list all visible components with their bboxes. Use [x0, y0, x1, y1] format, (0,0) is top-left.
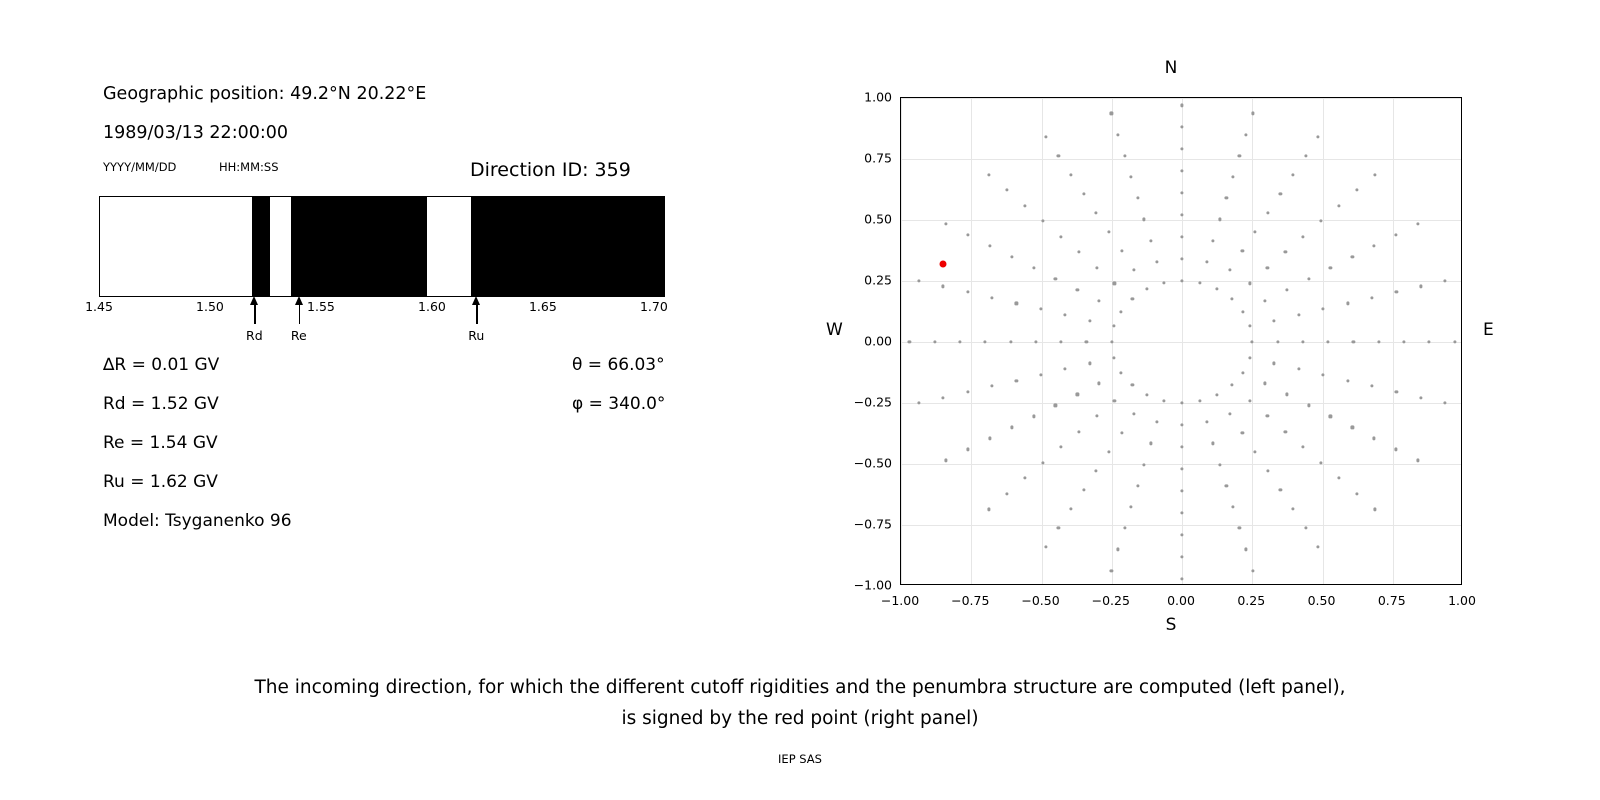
direction-point[interactable] — [1238, 527, 1241, 530]
direction-point[interactable] — [1095, 415, 1098, 418]
direction-point[interactable] — [1131, 297, 1134, 300]
direction-point[interactable] — [1023, 477, 1026, 480]
penumbra-tick-label: 1.60 — [418, 299, 446, 314]
gridline-horizontal — [901, 220, 1461, 221]
direction-point[interactable] — [1248, 356, 1251, 359]
direction-point[interactable] — [1419, 285, 1422, 288]
direction-point[interactable] — [1253, 231, 1256, 234]
direction-point[interactable] — [1180, 401, 1183, 404]
direction-point[interactable] — [1113, 399, 1116, 402]
direction-point[interactable] — [1228, 412, 1231, 415]
direction-point[interactable] — [1273, 362, 1276, 365]
direction-point[interactable] — [1180, 279, 1183, 282]
param-theta: θ = 66.03° — [572, 355, 665, 375]
direction-point[interactable] — [1180, 257, 1183, 260]
arrow-shaft — [254, 302, 255, 324]
penumbra-marker-label: Ru — [468, 328, 485, 343]
direction-point[interactable] — [1156, 260, 1159, 263]
direction-point[interactable] — [1032, 415, 1035, 418]
penumbra-bar — [99, 196, 665, 297]
direction-point[interactable] — [1329, 266, 1332, 269]
direction-point[interactable] — [1085, 340, 1088, 343]
direction-point[interactable] — [1180, 148, 1183, 151]
penumbra-marker-label: Re — [290, 328, 307, 343]
direction-point[interactable] — [1244, 548, 1247, 551]
direction-point[interactable] — [1395, 291, 1398, 294]
x-tick-label: −0.25 — [1091, 593, 1130, 608]
direction-point[interactable] — [966, 291, 969, 294]
direction-point[interactable] — [1145, 393, 1148, 396]
direction-point[interactable] — [1218, 463, 1221, 466]
direction-point[interactable] — [1136, 484, 1139, 487]
arrow-shaft — [299, 302, 300, 324]
direction-point[interactable] — [966, 390, 969, 393]
penumbra-tick-label: 1.55 — [307, 299, 335, 314]
direction-point[interactable] — [966, 448, 969, 451]
direction-point[interactable] — [1131, 384, 1134, 387]
direction-point[interactable] — [1225, 484, 1228, 487]
footer-label: IEP SAS — [778, 752, 822, 766]
gridline-vertical — [1042, 98, 1043, 584]
direction-point[interactable] — [1082, 488, 1085, 491]
direction-point[interactable] — [988, 173, 991, 176]
direction-point[interactable] — [958, 340, 961, 343]
direction-point[interactable] — [1351, 255, 1354, 258]
direction-point[interactable] — [966, 233, 969, 236]
direction-point[interactable] — [1120, 431, 1123, 434]
direction-point[interactable] — [1123, 154, 1126, 157]
direction-point[interactable] — [1291, 507, 1294, 510]
direction-point[interactable] — [1006, 492, 1009, 495]
direction-point[interactable] — [1248, 325, 1251, 328]
direction-point[interactable] — [1230, 297, 1233, 300]
direction-point[interactable] — [1395, 233, 1398, 236]
cardinal-north-label: N — [1164, 58, 1178, 78]
direction-point[interactable] — [1241, 371, 1244, 374]
direction-point[interactable] — [1149, 442, 1152, 445]
direction-point[interactable] — [1145, 288, 1148, 291]
direction-point[interactable] — [1402, 340, 1405, 343]
direction-point[interactable] — [1285, 288, 1288, 291]
direction-point[interactable] — [908, 340, 911, 343]
direction-point[interactable] — [1044, 135, 1047, 138]
y-tick-label: 1.00 — [864, 89, 892, 105]
direction-point[interactable] — [1216, 393, 1219, 396]
direction-point[interactable] — [1116, 548, 1119, 551]
y-tick-label: −0.50 — [853, 455, 892, 471]
penumbra-band — [291, 197, 428, 296]
direction-point[interactable] — [1212, 442, 1215, 445]
arrow-shaft — [476, 302, 477, 324]
direction-point[interactable] — [1284, 430, 1287, 433]
x-tick-label: −0.75 — [951, 593, 990, 608]
direction-point[interactable] — [1009, 340, 1012, 343]
direction-point[interactable] — [1057, 526, 1060, 529]
left-panel — [0, 0, 760, 660]
direction-point[interactable] — [1180, 577, 1183, 580]
direction-point[interactable] — [1377, 340, 1380, 343]
geographic-position-label: Geographic position: 49.2°N 20.22°E — [103, 84, 427, 104]
direction-point[interactable] — [1069, 173, 1072, 176]
direction-point[interactable] — [1251, 340, 1254, 343]
direction-point[interactable] — [1010, 255, 1013, 258]
direction-point[interactable] — [1129, 505, 1132, 508]
direction-point[interactable] — [1162, 281, 1165, 284]
direction-point[interactable] — [1057, 154, 1060, 157]
gridline-horizontal — [901, 98, 1461, 99]
direction-point[interactable] — [1116, 133, 1119, 136]
direction-point[interactable] — [1327, 340, 1330, 343]
datetime-label: 1989/03/13 22:00:00 — [103, 123, 289, 143]
direction-point[interactable] — [1095, 266, 1098, 269]
direction-point[interactable] — [1301, 340, 1304, 343]
direction-point[interactable] — [1373, 508, 1376, 511]
direction-point[interactable] — [1355, 189, 1358, 192]
direction-point[interactable] — [1120, 310, 1123, 313]
direction-point[interactable] — [1064, 313, 1067, 316]
direction-point[interactable] — [933, 340, 936, 343]
param-phi: φ = 340.0° — [572, 394, 666, 414]
direction-point[interactable] — [1416, 459, 1419, 462]
direction-point[interactable] — [1304, 526, 1307, 529]
direction-point[interactable] — [1276, 340, 1279, 343]
gridline-horizontal — [901, 159, 1461, 160]
direction-point[interactable] — [1113, 325, 1116, 328]
param-rd: Rd = 1.52 GV — [103, 394, 219, 414]
direction-point[interactable] — [1015, 302, 1018, 305]
direction-point[interactable] — [1228, 269, 1231, 272]
direction-point[interactable] — [1113, 356, 1116, 359]
direction-point[interactable] — [1297, 368, 1300, 371]
penumbra-tick-label: 1.70 — [639, 299, 668, 314]
direction-point[interactable] — [1006, 189, 1009, 192]
direction-point[interactable] — [988, 244, 991, 247]
direction-point[interactable] — [942, 396, 945, 399]
direction-point[interactable] — [1444, 402, 1447, 405]
direction-point[interactable] — [1352, 340, 1355, 343]
direction-point[interactable] — [988, 437, 991, 440]
direction-point[interactable] — [1322, 373, 1325, 376]
direction-point[interactable] — [1291, 173, 1294, 176]
gridline-horizontal — [901, 525, 1461, 526]
direction-point[interactable] — [1216, 288, 1219, 291]
direction-point[interactable] — [1205, 421, 1208, 424]
direction-point[interactable] — [1302, 235, 1305, 238]
direction-point[interactable] — [1205, 260, 1208, 263]
y-tick-label: 0.75 — [864, 150, 892, 166]
direction-point[interactable] — [1317, 135, 1320, 138]
direction-point[interactable] — [1064, 368, 1067, 371]
direction-point[interactable] — [944, 222, 947, 225]
direction-point[interactable] — [1180, 214, 1183, 217]
cardinal-east-label: E — [1483, 320, 1494, 340]
penumbra-tick-label: 1.50 — [196, 299, 224, 314]
date-format-hint: YYYY/MM/DD — [103, 160, 177, 174]
direction-point[interactable] — [1373, 244, 1376, 247]
direction-point[interactable] — [1054, 277, 1057, 280]
direction-point[interactable] — [1329, 415, 1332, 418]
penumbra-band — [252, 197, 270, 296]
direction-point[interactable] — [1095, 212, 1098, 215]
direction-point[interactable] — [1302, 446, 1305, 449]
direction-point[interactable] — [1076, 393, 1079, 396]
direction-point[interactable] — [1010, 426, 1013, 429]
direction-point[interactable] — [1133, 412, 1136, 415]
direction-point[interactable] — [1059, 446, 1062, 449]
direction-point[interactable] — [1034, 340, 1037, 343]
direction-point[interactable] — [1225, 197, 1228, 200]
selected-direction-point[interactable] — [940, 260, 947, 267]
direction-point[interactable] — [1273, 319, 1276, 322]
direction-point[interactable] — [1212, 239, 1215, 242]
direction-point[interactable] — [1263, 382, 1266, 385]
right-panel — [790, 30, 1580, 650]
direction-point[interactable] — [1395, 448, 1398, 451]
direction-point[interactable] — [1266, 212, 1269, 215]
y-tick-label: −1.00 — [853, 577, 892, 593]
direction-point[interactable] — [1180, 511, 1183, 514]
direction-point[interactable] — [1351, 426, 1354, 429]
direction-point[interactable] — [1180, 555, 1183, 558]
penumbra-marker-label: Rd — [246, 328, 263, 343]
y-tick-label: 0.50 — [864, 211, 892, 227]
cardinal-south-label: S — [1165, 615, 1177, 635]
direction-point[interactable] — [1244, 133, 1247, 136]
direction-point[interactable] — [1120, 371, 1123, 374]
direction-point[interactable] — [1317, 545, 1320, 548]
direction-point[interactable] — [1180, 533, 1183, 536]
direction-point[interactable] — [1416, 222, 1419, 225]
direction-point[interactable] — [1297, 313, 1300, 316]
direction-point[interactable] — [1284, 251, 1287, 254]
direction-point[interactable] — [1419, 396, 1422, 399]
direction-point[interactable] — [1076, 288, 1079, 291]
direction-point[interactable] — [1346, 302, 1349, 305]
direction-point[interactable] — [1113, 282, 1116, 285]
direction-point[interactable] — [1180, 489, 1183, 492]
direction-point[interactable] — [1082, 192, 1085, 195]
direction-point[interactable] — [1241, 310, 1244, 313]
y-tick-label: −0.75 — [853, 516, 892, 532]
direction-point[interactable] — [1199, 281, 1202, 284]
direction-point[interactable] — [1373, 173, 1376, 176]
direction-point[interactable] — [1060, 340, 1063, 343]
direction-point[interactable] — [1285, 393, 1288, 396]
direction-point[interactable] — [1241, 431, 1244, 434]
direction-point[interactable] — [1180, 170, 1183, 173]
direction-point[interactable] — [1095, 469, 1098, 472]
direction-point[interactable] — [1231, 175, 1234, 178]
direction-point[interactable] — [1180, 192, 1183, 195]
direction-point[interactable] — [1266, 266, 1269, 269]
direction-point[interactable] — [1248, 399, 1251, 402]
direction-point[interactable] — [944, 459, 947, 462]
direction-point[interactable] — [1180, 235, 1183, 238]
penumbra-tick-label: 1.45 — [85, 299, 113, 314]
direction-point[interactable] — [1069, 507, 1072, 510]
x-tick-label: 0.50 — [1307, 593, 1336, 608]
direction-point[interactable] — [917, 402, 920, 405]
direction-point[interactable] — [1107, 231, 1110, 234]
gridline-vertical — [971, 98, 972, 584]
gridline-vertical — [1323, 98, 1324, 584]
direction-point[interactable] — [1015, 379, 1018, 382]
direction-point[interactable] — [1059, 235, 1062, 238]
x-tick-label: 0.25 — [1237, 593, 1266, 608]
direction-point[interactable] — [1279, 488, 1282, 491]
direction-point[interactable] — [1180, 445, 1183, 448]
direction-point[interactable] — [1346, 379, 1349, 382]
direction-point[interactable] — [1180, 467, 1183, 470]
direction-point[interactable] — [990, 296, 993, 299]
direction-point[interactable] — [1395, 390, 1398, 393]
direction-point[interactable] — [1373, 437, 1376, 440]
direction-point[interactable] — [1129, 175, 1132, 178]
direction-point[interactable] — [1156, 421, 1159, 424]
direction-point[interactable] — [1337, 204, 1340, 207]
direction-point[interactable] — [1266, 415, 1269, 418]
y-tick-label: 0.00 — [864, 333, 892, 349]
time-format-hint: HH:MM:SS — [219, 160, 279, 174]
caption-line-1: The incoming direction, for which the different cutoff rigidities and the penumbra structure are computed (left panel), — [254, 677, 1346, 698]
direction-point[interactable] — [1251, 112, 1254, 115]
direction-point[interactable] — [1088, 319, 1091, 322]
direction-point[interactable] — [1143, 463, 1146, 466]
direction-point[interactable] — [1238, 154, 1241, 157]
direction-point[interactable] — [1136, 197, 1139, 200]
x-tick-label: 0.00 — [1167, 593, 1195, 608]
penumbra-band — [471, 197, 665, 296]
direction-point[interactable] — [1133, 269, 1136, 272]
direction-point[interactable] — [1110, 340, 1113, 343]
direction-point[interactable] — [1180, 104, 1183, 107]
y-tick-label: 0.25 — [864, 272, 892, 288]
param-delta-r: ∆R = 0.01 GV — [103, 355, 220, 375]
cardinal-west-label: W — [826, 320, 843, 340]
figure-caption — [0, 672, 1600, 734]
direction-point[interactable] — [1355, 492, 1358, 495]
x-tick-label: 1.00 — [1448, 593, 1476, 608]
direction-point[interactable] — [1231, 505, 1234, 508]
penumbra-axis — [85, 297, 668, 347]
direction-point[interactable] — [1180, 423, 1183, 426]
direction-point[interactable] — [1149, 239, 1152, 242]
direction-point[interactable] — [1241, 250, 1244, 253]
direction-point[interactable] — [1107, 450, 1110, 453]
direction-point[interactable] — [1098, 382, 1101, 385]
x-tick-label: −0.50 — [1021, 593, 1060, 608]
param-re: Re = 1.54 GV — [103, 433, 218, 453]
param-model: Model: Tsyganenko 96 — [103, 511, 292, 531]
direction-point[interactable] — [1453, 340, 1456, 343]
x-tick-label: −1.00 — [880, 593, 920, 608]
caption-line-2: is signed by the red point (right panel) — [621, 708, 979, 729]
direction-point[interactable] — [1307, 404, 1310, 407]
gridline-horizontal — [901, 464, 1461, 465]
direction-point[interactable] — [988, 508, 991, 511]
direction-point[interactable] — [1428, 340, 1431, 343]
direction-point[interactable] — [1044, 545, 1047, 548]
direction-point[interactable] — [1098, 299, 1101, 302]
direction-point[interactable] — [1304, 154, 1307, 157]
direction-point[interactable] — [990, 385, 993, 388]
direction-point[interactable] — [984, 340, 987, 343]
direction-point[interactable] — [1266, 469, 1269, 472]
direction-scatter-plot — [900, 97, 1462, 585]
direction-point[interactable] — [1123, 527, 1126, 530]
direction-point[interactable] — [1077, 251, 1080, 254]
direction-point[interactable] — [1322, 308, 1325, 311]
direction-point[interactable] — [1370, 385, 1373, 388]
direction-point[interactable] — [1120, 250, 1123, 253]
direction-point[interactable] — [1041, 220, 1044, 223]
direction-point[interactable] — [1251, 569, 1254, 572]
penumbra-tick-label: 1.65 — [528, 299, 557, 314]
direction-point[interactable] — [1253, 450, 1256, 453]
y-tick-label: −0.25 — [853, 394, 892, 410]
gridline-vertical — [1393, 98, 1394, 584]
direction-id-label: Direction ID: 359 — [470, 159, 631, 181]
direction-point[interactable] — [1077, 430, 1080, 433]
direction-point[interactable] — [1054, 404, 1057, 407]
direction-point[interactable] — [1337, 477, 1340, 480]
direction-point[interactable] — [1023, 204, 1026, 207]
direction-point[interactable] — [1248, 282, 1251, 285]
direction-point[interactable] — [1088, 362, 1091, 365]
direction-point[interactable] — [1307, 277, 1310, 280]
direction-point[interactable] — [1032, 266, 1035, 269]
direction-point[interactable] — [1263, 299, 1266, 302]
param-ru: Ru = 1.62 GV — [103, 472, 218, 492]
x-tick-label: 0.75 — [1377, 593, 1406, 608]
gridline-vertical — [901, 98, 902, 584]
direction-point[interactable] — [1279, 192, 1282, 195]
direction-point[interactable] — [1180, 126, 1183, 129]
direction-point[interactable] — [1370, 296, 1373, 299]
penumbra-chart — [99, 196, 665, 297]
direction-point[interactable] — [1230, 384, 1233, 387]
direction-point[interactable] — [942, 285, 945, 288]
